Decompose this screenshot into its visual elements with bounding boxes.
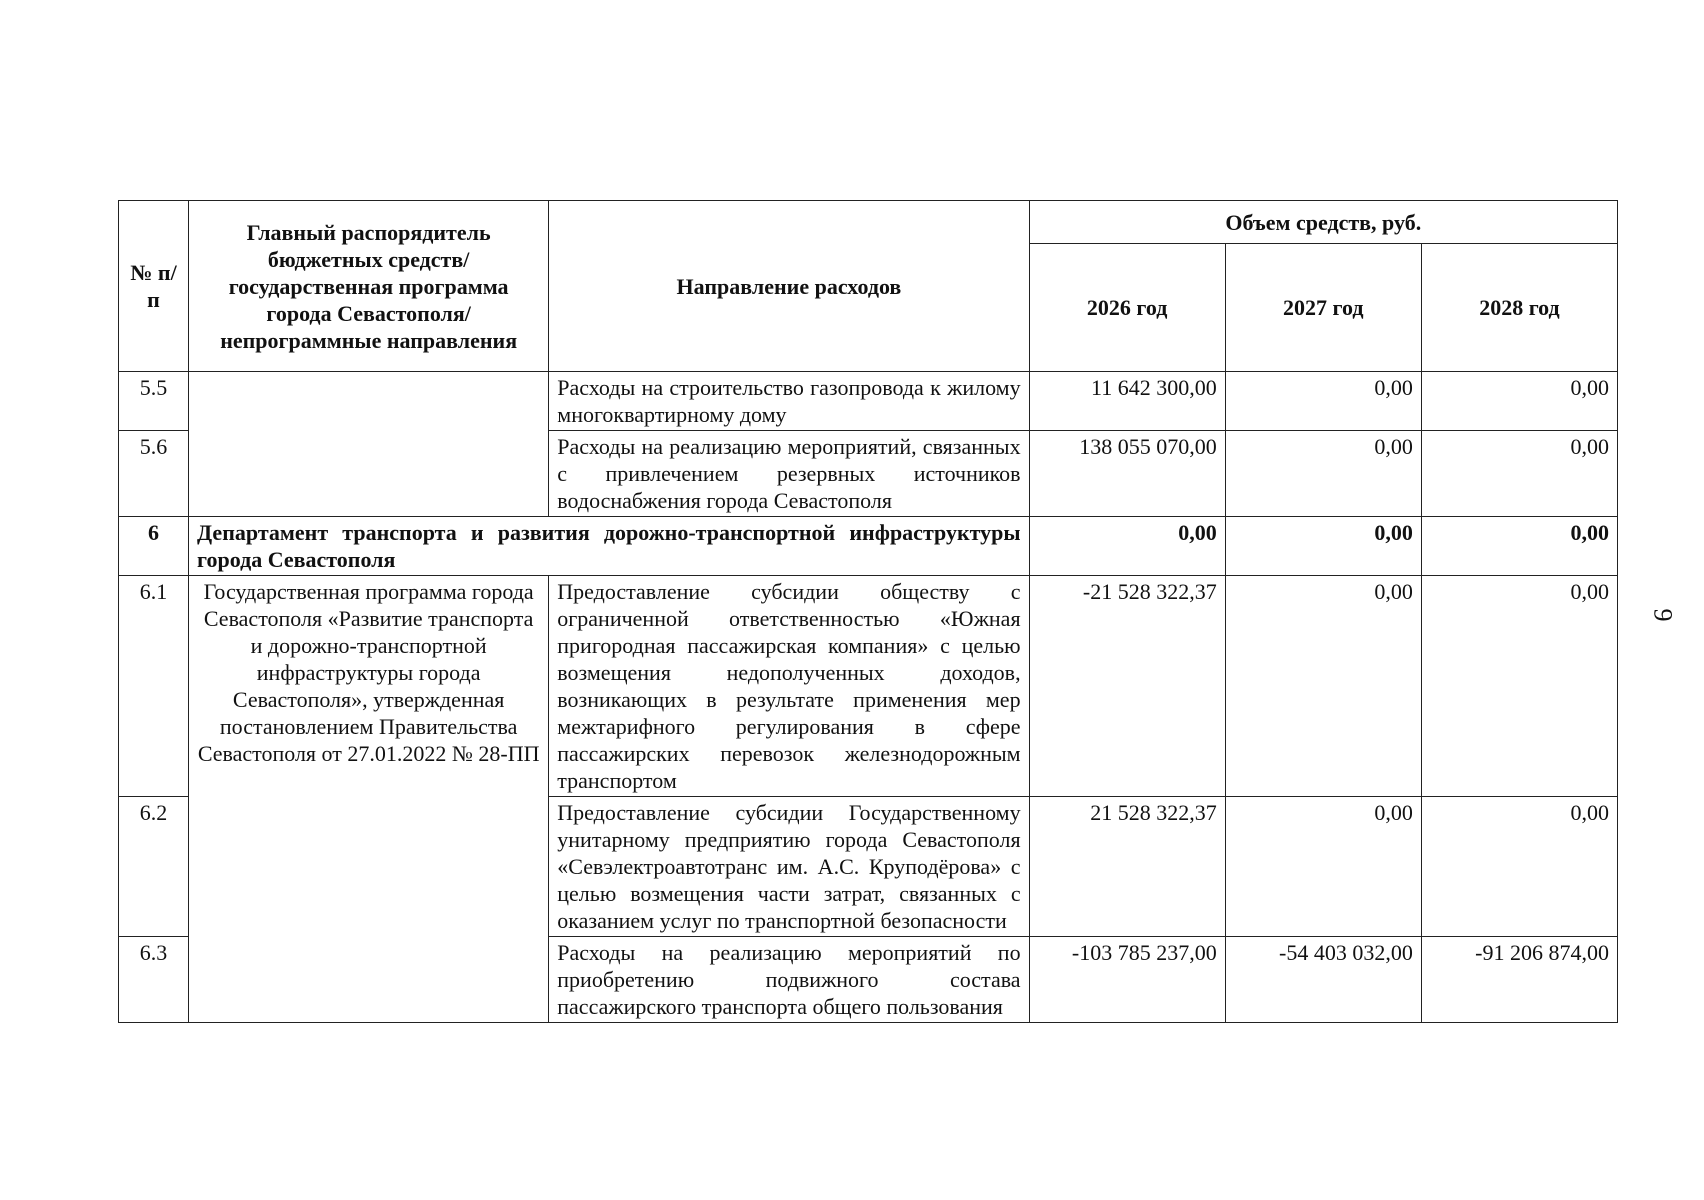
table-row <box>119 372 1618 431</box>
row-direction: Расходы на реализацию мероприятий по приобретению подвижного состава пассажирского транспорта общего пользования <box>549 937 1029 1023</box>
value-2026: -21 528 322,37 <box>1029 576 1225 797</box>
value-2028: 0,00 <box>1421 517 1617 576</box>
row-number: 6.2 <box>119 797 189 937</box>
row-direction: Предоставление субсидии обществу с ограниченной ответственностью «Южная пригородная пассажирская компания» с целью возмещения недополученных доходов, возникающих в результате применения мер межтарифного регулирования в сфере пассажирских перевозок железнодорожным транспортом <box>549 576 1029 797</box>
header-num: № п/п <box>119 201 189 372</box>
row-direction: Предоставление субсидии Государственному унитарному предприятию города Севастополя «Севэлектроавтотранс им. А.С. Круподёрова» с целью возмещения части затрат, связанных с оказанием услуг по транспортной безопасности <box>549 797 1029 937</box>
value-2026: -103 785 237,00 <box>1029 937 1225 1023</box>
header-year-2027: 2027 год <box>1225 244 1421 372</box>
row-number: 5.6 <box>119 431 189 517</box>
header-year-2028: 2028 год <box>1421 244 1617 372</box>
header-direction: Направление расходов <box>549 201 1029 372</box>
department-name: Департамент транспорта и развития дорожно-транспортной инфраструктуры города Севастополя <box>189 517 1030 576</box>
value-2026: 0,00 <box>1029 517 1225 576</box>
value-2027: 0,00 <box>1225 372 1421 431</box>
header-volume: Объем средств, руб. <box>1029 201 1617 244</box>
program-name: Государственная программа города Севастополя «Развитие транспорта и дорожно-транспортной инфраструктуры города Севастополя», утвержденная постановлением Правительства Севастополя от 27.01.2022 № 28-ПП <box>189 576 549 1023</box>
table-row <box>119 576 1618 797</box>
row-direction: Расходы на строительство газопровода к жилому многоквартирному дому <box>549 372 1029 431</box>
page-number: 9 <box>1648 608 1678 622</box>
row-number: 6.3 <box>119 937 189 1023</box>
row-number: 6 <box>119 517 189 576</box>
value-2028: 0,00 <box>1421 576 1617 797</box>
budget-table <box>118 200 1618 1023</box>
value-2027: 0,00 <box>1225 797 1421 937</box>
value-2027: -54 403 032,00 <box>1225 937 1421 1023</box>
value-2028: -91 206 874,00 <box>1421 937 1617 1023</box>
department-row <box>119 517 1618 576</box>
header-year-2026: 2026 год <box>1029 244 1225 372</box>
row-number: 6.1 <box>119 576 189 797</box>
row-number: 5.5 <box>119 372 189 431</box>
value-2027: 0,00 <box>1225 576 1421 797</box>
value-2028: 0,00 <box>1421 797 1617 937</box>
value-2028: 0,00 <box>1421 431 1617 517</box>
value-2027: 0,00 <box>1225 431 1421 517</box>
value-2026: 138 055 070,00 <box>1029 431 1225 517</box>
value-2027: 0,00 <box>1225 517 1421 576</box>
row-direction: Расходы на реализацию мероприятий, связанных с привлечением резервных источников водоснабжения города Севастополя <box>549 431 1029 517</box>
org-cell-empty <box>189 372 549 517</box>
header-org: Главный распорядитель бюджетных средств/государственная программа города Севастополя/непрограммные направления <box>189 201 549 372</box>
value-2028: 0,00 <box>1421 372 1617 431</box>
value-2026: 11 642 300,00 <box>1029 372 1225 431</box>
value-2026: 21 528 322,37 <box>1029 797 1225 937</box>
